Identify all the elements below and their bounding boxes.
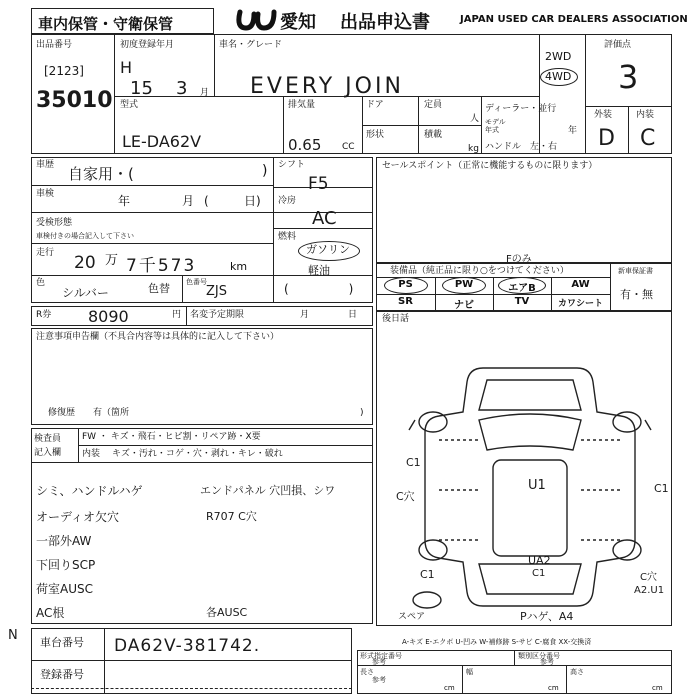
mark-c-rear: C穴 bbox=[640, 572, 657, 583]
interior-label: 内装 bbox=[636, 110, 655, 120]
mark-ua2: UA2 bbox=[528, 554, 551, 567]
first-reg-label: 初度登録年月 bbox=[120, 40, 175, 50]
displacement-value: 0.65 bbox=[288, 136, 322, 154]
history-label: 車歴 bbox=[36, 160, 55, 170]
form-ref-label: 参考 bbox=[372, 658, 386, 666]
ju-logo bbox=[234, 8, 278, 32]
mark-rear-note: Pハゲ、A4 bbox=[520, 610, 574, 623]
mileage-km: km bbox=[230, 260, 248, 273]
height-cm: cm bbox=[652, 684, 663, 692]
sales-point-label: セールスポイント（正常に機能するものに限ります） bbox=[382, 161, 598, 171]
inspector-fw-row: FW ・ キズ・飛石・ヒビ割・リペア跡・X要 bbox=[82, 432, 261, 442]
class-desc-label: 類別区分番号 bbox=[518, 652, 560, 660]
mark-c1-bottom: C1 bbox=[532, 568, 546, 579]
drive-2wd: 2WD bbox=[545, 50, 572, 63]
color-change-label: 色替 bbox=[148, 282, 170, 295]
equip-pw: PW bbox=[454, 279, 474, 290]
spare-label: スペア bbox=[398, 612, 426, 622]
aircon-label: 冷房 bbox=[278, 196, 297, 206]
damage-legend: A-キズ E-エクボ U-凹み W-補修跡 S-サビ C-腐食 XX-交換済 bbox=[402, 638, 592, 646]
recycle-value: 8090 bbox=[88, 307, 129, 326]
history-value: 自家用・( bbox=[68, 165, 134, 183]
height-label: 高さ bbox=[570, 668, 584, 676]
payload-label: 積載 bbox=[424, 130, 443, 140]
model-year-label: モデル 年式 bbox=[485, 118, 506, 134]
mark-c-door: C穴 bbox=[396, 490, 415, 503]
cc-label: CC bbox=[342, 142, 355, 152]
form-desc-label: 形式指定番号 bbox=[360, 652, 402, 660]
inspection-label: 車検 bbox=[36, 189, 55, 199]
exterior-label: 外装 bbox=[594, 110, 613, 120]
fuel-gas: ガソリン bbox=[306, 243, 350, 256]
equip-navi: ナビ bbox=[454, 300, 474, 311]
equipment-label: 装備品（純正品に限り○をつけてください） bbox=[390, 266, 569, 276]
history-close: ) bbox=[262, 163, 268, 179]
note-line-5: 荷室AUSC bbox=[36, 582, 93, 596]
inspection-paren: ( bbox=[204, 194, 209, 208]
note-line-4: 下回りSCP bbox=[36, 558, 96, 572]
reg-month-value: 3 bbox=[176, 78, 188, 99]
reception-note: 車検付きの場合記入して下さい bbox=[36, 232, 134, 240]
mark-c1-lower-left: C1 bbox=[420, 568, 435, 581]
fuel-paren: ( ) bbox=[284, 282, 354, 296]
mark-n: N bbox=[8, 628, 18, 643]
note-right-3: 各AUSC bbox=[206, 606, 248, 619]
repair-history-close: ) bbox=[360, 408, 364, 418]
equipment-note: Fのみ bbox=[506, 254, 532, 265]
reg-year-value: 15 bbox=[130, 78, 153, 99]
title-transfer-label: 名変予定期限 bbox=[190, 310, 245, 320]
org-name: 愛知 bbox=[280, 12, 316, 33]
equip-airbag: エアB bbox=[508, 283, 536, 294]
era-value: H bbox=[120, 58, 133, 77]
fuel-label: 燃料 bbox=[278, 232, 297, 242]
int-grade-value: C bbox=[640, 126, 656, 151]
year-unit: 年 bbox=[568, 126, 578, 136]
color-code-value: ZJS bbox=[206, 284, 227, 299]
warranty-options: 有・無 bbox=[620, 288, 653, 301]
note-line-6: AC根 bbox=[36, 606, 65, 620]
door-label: ドア bbox=[366, 100, 384, 110]
note-line-2: オーディオ欠穴 bbox=[36, 510, 120, 524]
shift-value: F5 bbox=[308, 174, 329, 194]
color-code-label: 色番号 bbox=[186, 278, 207, 286]
chassis-no-value: DA62V-381742. bbox=[114, 636, 261, 656]
class-ref-label: 参考 bbox=[540, 658, 554, 666]
mileage-rest: 7千573 bbox=[126, 256, 197, 276]
length-ref: 参考 bbox=[372, 676, 386, 684]
note-right-1: エンドパネル 穴凹損、シワ bbox=[200, 484, 336, 497]
equip-leather: カワシート bbox=[557, 299, 603, 309]
memo-label: 後日話 bbox=[382, 314, 410, 324]
storage-notice: 車内保管・守衛保管 bbox=[38, 15, 174, 33]
inspection-day: 日) bbox=[244, 194, 261, 208]
inspection-month: 月 bbox=[182, 194, 195, 208]
kg-label: kg bbox=[468, 144, 479, 154]
lot-bracket-value: [2123] bbox=[44, 64, 84, 78]
remarks-label: 注意事項申告欄（不具合内容等は具体的に記入して下さい） bbox=[36, 332, 280, 342]
inspector-interior-row: キズ・汚れ・コゲ・穴・剥れ・キレ・破れ bbox=[112, 449, 283, 459]
form-title: 出品申込書 bbox=[340, 12, 430, 33]
repair-history-label: 修復歴 有（箇所 bbox=[48, 408, 130, 418]
equip-ps: PS bbox=[398, 279, 413, 290]
handle-label: ハンドル 左・右 bbox=[485, 142, 558, 152]
aircon-value: AC bbox=[312, 208, 337, 229]
mark-u1: U1 bbox=[528, 478, 546, 493]
car-name-value: EVERY JOIN bbox=[250, 74, 404, 99]
note-line-1: シミ、ハンドルハゲ bbox=[36, 484, 143, 498]
org-english: JAPAN USED CAR DEALERS ASSOCIATION bbox=[460, 14, 688, 25]
storage-notice-box bbox=[31, 8, 214, 34]
fuel-diesel: 軽油 bbox=[308, 264, 330, 277]
mileage-label: 走行 bbox=[36, 248, 55, 258]
shape-label: 形状 bbox=[366, 130, 385, 140]
mark-a2u1: A2.U1 bbox=[634, 585, 665, 596]
reg-no-label: 登録番号 bbox=[40, 668, 84, 681]
equip-sr: SR bbox=[398, 296, 413, 307]
note-line-3: 一部外AW bbox=[36, 534, 92, 548]
dealer-label: ディーラー・並行 bbox=[485, 104, 557, 114]
reception-label: 受検形態 bbox=[36, 218, 73, 228]
color-value: シルバー bbox=[62, 286, 109, 300]
model-value: LE-DA62V bbox=[122, 132, 202, 151]
person-label: 人 bbox=[470, 114, 480, 124]
length-cm: cm bbox=[444, 684, 455, 692]
inspector-label: 検査員 記入欄 bbox=[34, 434, 62, 458]
displacement-label: 排気量 bbox=[288, 100, 316, 110]
length-label: 長さ bbox=[360, 668, 374, 676]
reg-month-suffix: 月 bbox=[200, 88, 210, 98]
mileage-unit: 万 bbox=[105, 253, 119, 268]
drive-4wd: 4WD bbox=[545, 70, 572, 83]
width-label: 幅 bbox=[466, 668, 473, 676]
ext-grade-value: D bbox=[598, 126, 615, 151]
lot-no-value: 35010 bbox=[36, 88, 113, 113]
note-right-2: R707 C穴 bbox=[206, 510, 257, 523]
new-warranty-label: 新車保証書 bbox=[618, 267, 653, 275]
score-label: 評価点 bbox=[604, 40, 632, 50]
capacity-label: 定員 bbox=[424, 100, 443, 110]
mark-c1-right: C1 bbox=[654, 482, 669, 495]
color-label: 色 bbox=[36, 278, 46, 288]
transfer-day: 日 bbox=[348, 310, 358, 320]
sales-point-block bbox=[376, 157, 672, 263]
lot-no-label: 出品番号 bbox=[36, 40, 73, 50]
recycle-label: R券 bbox=[36, 310, 52, 320]
score-value: 3 bbox=[618, 58, 639, 96]
inspection-year: 年 bbox=[118, 194, 131, 208]
inspector-interior-label: 内装 bbox=[82, 449, 101, 459]
shift-label: シフト bbox=[278, 160, 306, 170]
car-name-label: 車名・グレード bbox=[219, 40, 283, 50]
model-label: 型式 bbox=[120, 100, 139, 110]
chassis-no-label: 車台番号 bbox=[40, 636, 84, 649]
width-cm: cm bbox=[548, 684, 559, 692]
mileage-man: 20 bbox=[74, 253, 96, 273]
mark-c1-left: C1 bbox=[406, 456, 421, 469]
equip-aw: AW bbox=[571, 279, 590, 290]
transfer-month: 月 bbox=[300, 310, 310, 320]
yen-label: 円 bbox=[172, 310, 182, 320]
equip-tv: TV bbox=[514, 296, 530, 307]
